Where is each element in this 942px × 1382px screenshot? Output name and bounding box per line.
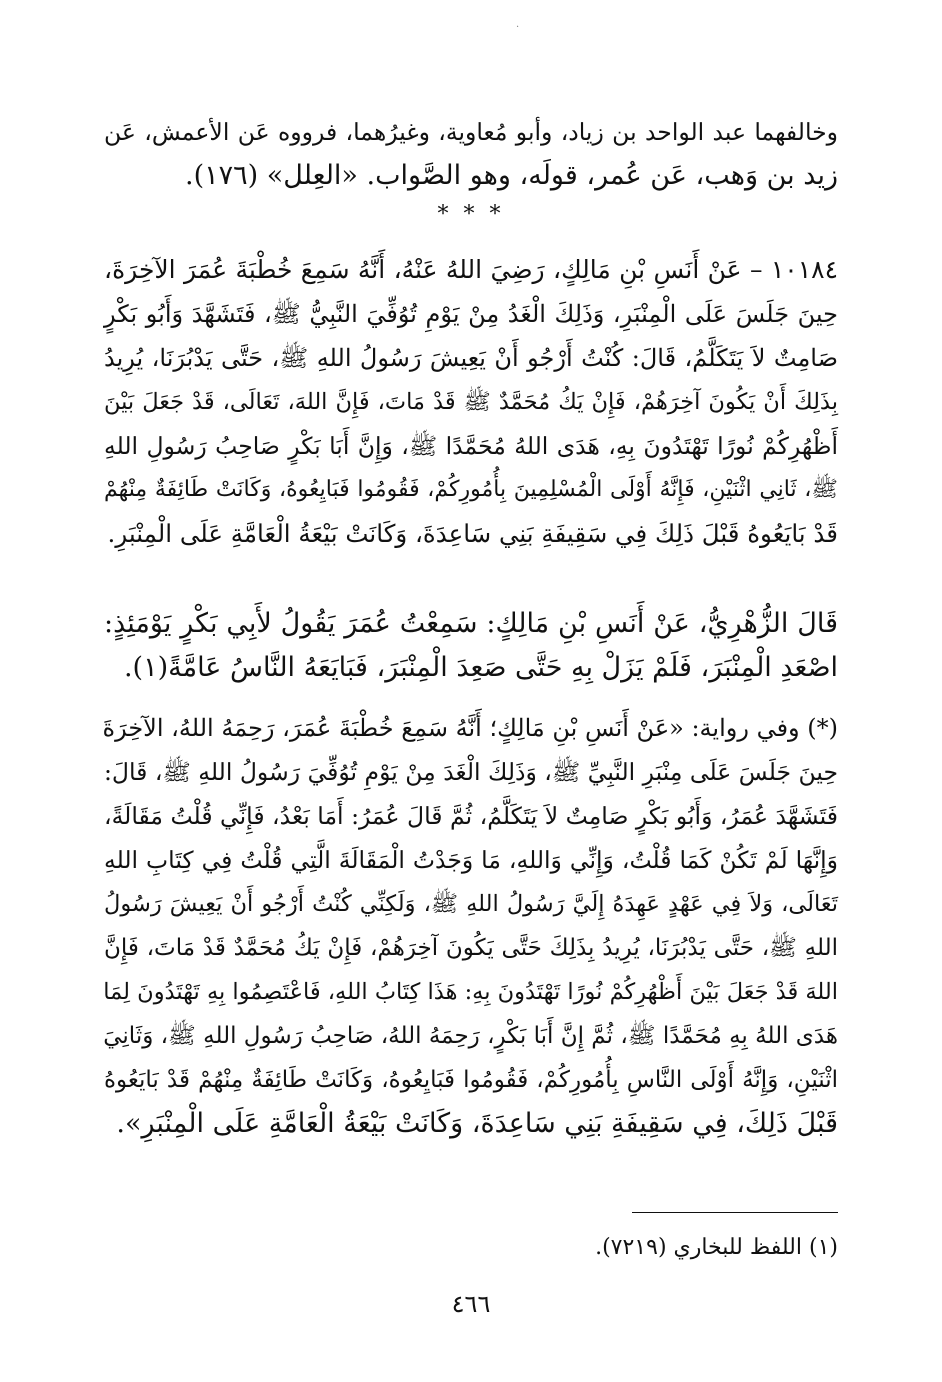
riwaya-line: وَإِنَّهَا لَمْ تَكُنْ كَمَا قُلْتُ، وَإِنِّي وَاللهِ، مَا وَجَدْتُ الْمَقَالَةَ الَّتِي قُلْتُ فِي كِتَابِ اللهِ	[104, 846, 838, 874]
hadith-line: ﷺ، ثَانِي اثْنَيْنِ، فَإِنَّهُ أَوْلَى الْمُسْلِمِينَ بِأُمُورِكُمْ، فَقُومُوا فَبَايِعُوهُ، وَكَانَتْ طَائِفَةٌ مِنْهُمْ	[104, 477, 838, 502]
riwaya-line: اللهَ قَدْ جَعَلَ بَيْنَ أَظْهُرِكُمْ نُورًا تَهْتَدُونَ بِهِ: هَذَا كِتَابُ اللهِ، فَاعْتَصِمُوا بِهِ تَهْتَدُونَ لِمَا	[103, 979, 838, 1005]
section-separator: * * *	[437, 202, 505, 227]
hadith-line: صَامِتٌ لاَ يَتَكَلَّمُ، قَالَ: كُنْتُ أَرْجُو أَنْ يَعِيشَ رَسُولُ اللهِ ﷺ، حَتَّى يَدْبُرَنَا، يُرِيدُ	[104, 344, 838, 372]
text-line: وخالفهما عبد الواحد بن زياد، وأبو مُعاوية، وغيرُهما، فرووه عَن الأعمش، عَن	[104, 118, 838, 146]
riwaya-line: اللهِ ﷺ، حَتَّى يَدْبُرَنَا، يُرِيدُ بِذَلِكَ حَتَّى يَكُونَ آخِرَهُمْ، فَإِنْ يَكُ مُحَمَّدٌ قَدْ مَاتَ، فَإِنَّ	[104, 935, 838, 961]
text-line: زيد بن وَهب، عَن عُمر، قولَه، وهو الصَّواب. «العِلل» (١٧٦).	[185, 160, 838, 191]
riwaya-line: حِينَ جَلَسَ عَلَى مِنْبَرِ النَّبِيِّ ﷺ، وَذَلِكَ الْغَدَ مِنْ يَوْمِ تُوُفِّيَ رَسُولُ اللهِ ﷺ، قَالَ:	[104, 758, 838, 786]
zuhri-line: اصْعَدِ الْمِنْبَرَ، فَلَمْ يَزَلْ بِهِ حَتَّى صَعِدَ الْمِنْبَرَ، فَبَايَعَهُ النَّاسُ عَامَّةً(١).	[123, 652, 838, 683]
page-number: ٤٦٦	[451, 1290, 491, 1318]
hadith-line: ١٠١٨٤ – عَنْ أَنَسِ بْنِ مَالِكٍ، رَضِيَ اللهُ عَنْهُ، أَنَّهُ سَمِعَ خُطْبَةَ عُمَرَ الآخِرَةَ،	[104, 255, 838, 284]
top-mark: ·	[516, 22, 520, 33]
riwaya-line: اثْنَيْنِ، وَإِنَّهُ أَوْلَى النَّاسِ بِأُمُورِكُمْ، فَقُومُوا فَبَايِعُوهُ، وَكَانَتْ طَائِفَةٌ مِنْهُمْ قَدْ بَايَعُوهُ	[104, 1067, 838, 1093]
riwaya-line: (*) وفي رواية: «عَنْ أَنَسِ بْنِ مَالِكٍ؛ أَنَّهُ سَمِعَ خُطْبَةَ عُمَرَ، رَحِمَهُ اللهُ، الآخِرَةَ	[102, 714, 838, 742]
riwaya-line: تَعَالَى، وَلاَ فِي عَهْدٍ عَهِدَهُ إِلَيَّ رَسُولُ اللهِ ﷺ، وَلَكِنِّي كُنْتُ أَرْجُو أَنْ يَعِيشَ رَسُولُ	[104, 891, 838, 917]
hadith-line: أَظْهُرِكُمْ نُورًا تَهْتَدُونَ بِهِ، هَدَى اللهُ مُحَمَّدًا ﷺ، وَإِنَّ أَبَا بَكْرٍ صَاحِبُ رَسُولِ اللهِ	[104, 432, 838, 460]
footnote: (١) اللفظ للبخاري (٧٢١٩).	[595, 1235, 838, 1260]
riwaya-line: قَبْلَ ذَلِكَ، فِي سَقِيفَةِ بَنِي سَاعِدَةَ، وَكَانَتْ بَيْعَةُ الْعَامَّةِ عَلَى الْمِنْبَرِ».	[116, 1108, 838, 1139]
hadith-line: بِذَلِكَ أَنْ يَكُونَ آخِرَهُمْ، فَإِنْ يَكُ مُحَمَّدٌ ﷺ قَدْ مَاتَ، فَإِنَّ اللهَ، تَعَالَى، قَدْ جَعَلَ بَيْنَ	[104, 389, 838, 415]
riwaya-line: هَدَى اللهُ بِهِ مُحَمَّدًا ﷺ، ثُمَّ إِنَّ أَبَا بَكْرٍ، رَحِمَهُ اللهُ، صَاحِبُ رَسُولِ اللهِ ﷺ، وَثَانِيَ	[103, 1023, 838, 1049]
riwaya-line: فَتَشَهَّدَ عُمَرُ، وَأَبُو بَكْرٍ صَامِتٌ لاَ يَتَكَلَّمُ، ثُمَّ قَالَ عُمَرُ: أَمَا بَعْدُ، فَإِنِّي قُلْتُ مَقَالَةً،	[104, 802, 838, 830]
footnote-divider	[632, 1212, 838, 1213]
hadith-line: قَدْ بَايَعُوهُ قَبْلَ ذَلِكَ فِي سَقِيفَةِ بَنِي سَاعِدَةَ، وَكَانَتْ بَيْعَةُ الْعَامَّةِ عَلَى الْمِنْبَرِ.	[107, 519, 838, 548]
hadith-line: حِينَ جَلَسَ عَلَى الْمِنْبَرِ، وَذَلِكَ الْغَدُ مِنْ يَوْمِ تُوُفِّيَ النَّبِيُّ ﷺ، فَتَشَهَّدَ وَأَبُو بَكْرٍ	[104, 300, 838, 328]
zuhri-line: قَالَ الزُّهْرِيُّ، عَنْ أَنَسِ بْنِ مَالِكٍ: سَمِعْتُ عُمَرَ يَقُولُ لأَبِي بَكْرٍ يَوْمَئِذٍ:	[104, 608, 838, 639]
